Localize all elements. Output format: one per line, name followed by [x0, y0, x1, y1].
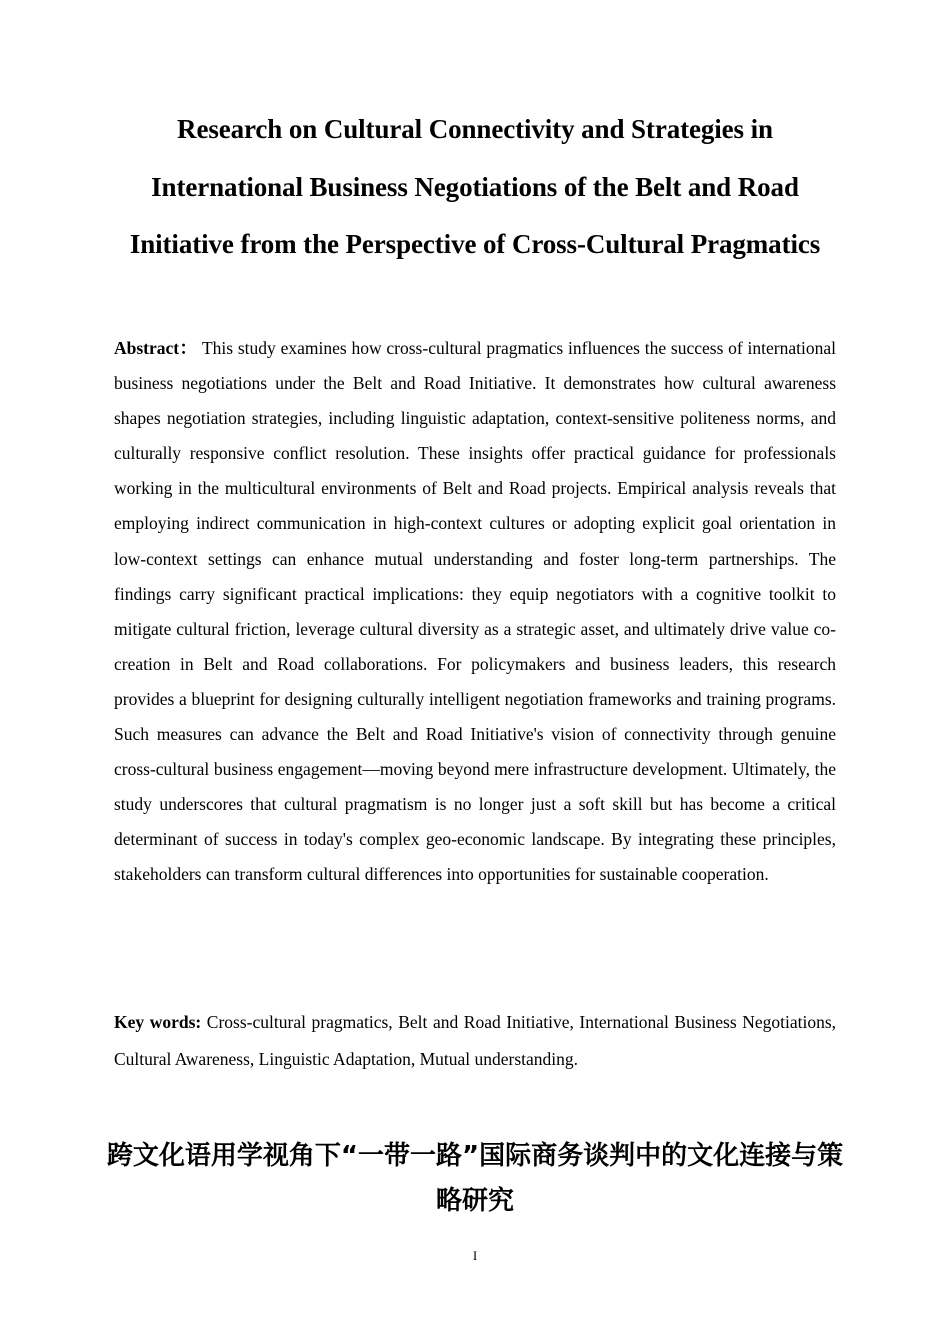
- keywords-paragraph: [114, 1004, 836, 1077]
- abstract-label: Abstract：: [114, 338, 198, 358]
- page-number: I: [472, 1248, 478, 1263]
- keywords-text: Cross-cultural pragmatics, Belt and Road Initiative, International Business Negotiations, Cultural Awareness, Linguistic Adaptation, Mutual understanding.: [114, 1012, 836, 1069]
- abstract-paragraph: [114, 331, 836, 893]
- keywords-label: Key words:: [114, 1012, 202, 1032]
- english-title: Research on Cultural Connectivity and Strategies in International Business Negotiations of the Belt and Road Initiative from the Perspective of Cross-Cultural Pragmatics: [129, 114, 821, 259]
- chinese-title: 跨文化语用学视角下“一带一路”国际商务谈判中的文化连接与策略研究: [106, 1141, 844, 1216]
- abstract-text: This study examines how cross-cultural pragmatics influences the success of international business negotiations under the Belt and Road Initiative. It demonstrates how cultural awareness shapes negotiation strategies, including linguistic adaptation, context-sensitive politeness norms, and culturally responsive conflict resolution. These insights offer practical guidance for professionals working in the multicultural environments of Belt and Road projects. Empirical analysis reveals that employing indirect communication in high-context cultures or adopting explicit goal orientation in low-context settings can enhance mutual understanding and foster long-term partnerships. The findings carry significant practical implications: they equip negotiators with a cognitive toolkit to mitigate cultural friction, leverage cultural diversity as a strategic asset, and ultimately drive value co-creation in Belt and Road collaborations. For policymakers and business leaders, this research provides a blueprint for designing culturally intelligent negotiation frameworks and training programs. Such measures can advance the Belt and Road Initiative's vision of connectivity through genuine cross-cultural business engagement—moving beyond mere infrastructure development. Ultimately, the study underscores that cultural pragmatism is no longer just a soft skill but has become a critical determinant of success in today's complex geo-economic landscape. By integrating these principles, stakeholders can transform cultural differences into opportunities for sustainable cooperation.: [114, 338, 836, 885]
